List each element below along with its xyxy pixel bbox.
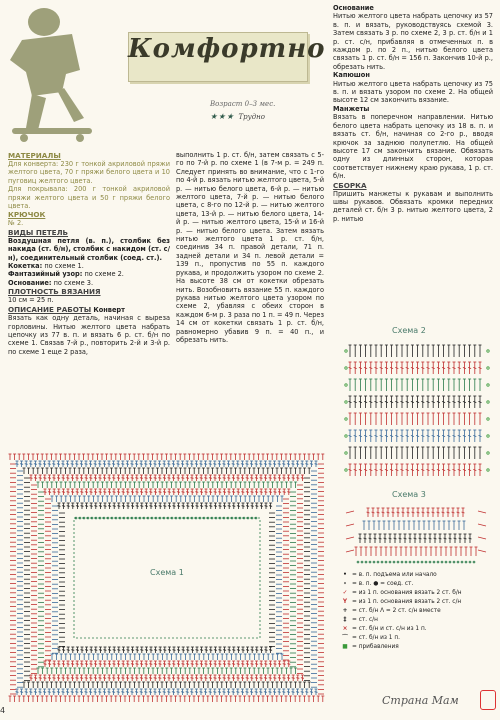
- fancy-label: Фантазийный узор:: [8, 270, 83, 279]
- legend-symbol: ‡: [343, 617, 347, 623]
- hood-text: Нитью желтого цвета набрать цепочку из 75 в. п. и вязать узором по схеме 2. На общей высоте 12 см закончить вязание.: [333, 79, 493, 105]
- legend-symbol: Y: [342, 599, 348, 605]
- text-column-1: [8, 151, 170, 356]
- materials-heading: МАТЕРИАЛЫ: [8, 151, 61, 160]
- work-text: Вязать как одну деталь, начиная с выреза горловины. Нитью желтого цвета набрать цепочку из 77 в. п. и вязать 6 р. ст. б/н по схеме 1. Связав 7-й р., повторить 2-й и 3-й р. по схеме 1 еще 2 раза,: [8, 314, 170, 356]
- symbol-legend: [338, 571, 492, 652]
- hook-heading: КРЮЧОК: [8, 210, 46, 220]
- density-value: 10 см = 25 п.: [8, 296, 54, 305]
- legend-text: = ст. с/н: [352, 617, 378, 623]
- legend-item: [338, 643, 492, 652]
- legend-symbol: ×: [342, 626, 348, 632]
- difficulty-stars: ★★★: [210, 112, 235, 121]
- assembly-heading: СБОРКА: [333, 180, 367, 190]
- yoke-line: [8, 262, 170, 270]
- schema-3-diagram: [340, 500, 492, 568]
- work-heading: ОПИСАНИЕ РАБОТЫ: [8, 304, 92, 314]
- work-heading-line: [8, 305, 170, 314]
- fancy-line: [8, 270, 170, 278]
- legend-item: [338, 598, 492, 607]
- legend-symbol: •: [343, 572, 347, 578]
- schema-2-diagram: [340, 334, 492, 484]
- legend-symbol: ⌒: [342, 635, 348, 641]
- watermark-icon: [480, 690, 496, 710]
- age-label: Возраст 0–3 мес.: [210, 100, 276, 108]
- legend-item: [338, 616, 492, 625]
- difficulty-label: Трудно: [238, 113, 265, 121]
- legend-item: [338, 580, 492, 589]
- legend-item: [338, 634, 492, 643]
- legend-text: = в. п. ● = соед. ст.: [352, 581, 414, 587]
- base-text: Нитью желтого цвета набрать цепочку из 57 в. п. и вязать, руководствуясь схемой 3. Затем связать 3 р. по схеме 2, 3 р. ст. б/н и 1 р. ст. с/н, прибавляя в отмеченных п. в каждом р. по 2 п., нитью белого цвета связать 1 р. ст. б/н = 156 п. Закончив 10-й р., обрезать нить.: [333, 12, 493, 71]
- boy-silhouette-logo: [2, 0, 112, 150]
- text-column-2: [176, 151, 324, 344]
- materials-blanket: Для покрывала: 200 г тонкой акриловой пряжи желтого цвета и 50 г пряжи белого цвета.: [8, 185, 170, 211]
- schema-1-label: Схема 1: [150, 568, 184, 577]
- legend-symbol: ■: [342, 644, 348, 650]
- legend-text: = ст. б/н из 1 п.: [352, 635, 400, 641]
- yoke-value: по схеме 1.: [44, 262, 84, 271]
- cuffs-heading: Манжеты: [333, 104, 370, 113]
- legend-symbol: +: [342, 608, 348, 614]
- work-text-continued: выполнить 1 р. ст. б/н, затем связать с 5-го по 7-й р. по схеме 1 (в 7-м р. = 249 п. Следует принять во внимание, что с 1-го по 4-й р. вязать нитью желтого цвета, 5-й р. — нитью белого цвета, 6-й р. — нитью желтого цвета, 7-й р. — нитью белого цвета, с 8-го по 12-й р. — нитью желтого цвета, 13-й р. — нитью белого цвета, 14-й р. — нитью желтого цвета, 15-й и 16-й р. — нитью белого цвета. Затем вязать нитью желтого цвета 1 р. ст. б/н, соединив 34 п. правой детали, 71 п. задней детали и 34 п. левой детали = 139 п., пропустив по 55 п. каждого рукава, и продолжить узором по схеме 2. На высоте 38 см от кокетки обрезать нить. Возобновить вязание 55 п. каждого рукава нитью желтого цвета узором по схеме 2, убавляя с обеих сторон в каждом 6-м р. 3 раза по 1 п. = 49 п. Через 14 см от кокетки связать 1 р. ст. б/н, равномерно убавив 9 п. = 40 п., и обрезать нить.: [176, 151, 325, 344]
- stitches-text: Воздушная петля (в. п.), столбик без накида (ст. б/н), столбик с накидом (ст. с/н), соединительный столбик (соед. ст.).: [8, 236, 170, 262]
- stitches-heading: ВИДЫ ПЕТЕЛЬ: [8, 227, 69, 237]
- schema-2-label: Схема 2: [392, 326, 426, 335]
- legend-item: [338, 571, 492, 580]
- materials-envelope: Для конверта: 230 г тонкой акриловой пряжи желтого цвета, 70 г пряжи белого цвета и 10 пуговиц желтого цвета.: [8, 160, 170, 185]
- base-value: по схеме 3.: [53, 278, 94, 287]
- legend-symbol: ✓: [342, 590, 348, 596]
- legend-item: [338, 589, 492, 598]
- base-heading: Основание: [333, 4, 374, 12]
- density-heading: ПЛОТНОСТЬ ВЯЗАНИЯ: [8, 287, 101, 297]
- fancy-value: по схеме 2.: [84, 270, 124, 279]
- base-label: Основание:: [8, 278, 52, 287]
- hood-heading: Капюшон: [333, 71, 370, 80]
- legend-text: = из 1 п. основания вязать 2 ст. с/н: [352, 599, 462, 605]
- work-subheading: Конверт: [93, 305, 125, 314]
- difficulty-row: [210, 112, 265, 121]
- schema-1-diagram: [6, 448, 328, 706]
- legend-text: = из 1 п. основания вязать 2 ст. б/н: [352, 590, 462, 596]
- legend-symbol: ∘: [343, 581, 347, 587]
- assembly-text: Пришить манжеты к рукавам и выполнить швы рукавов. Обвязать кромки передних деталей ст. б/н 3 р. нитью желтого цвета, 2 р. нитью: [333, 189, 493, 223]
- base-line: [8, 279, 170, 287]
- cuffs-text: Вязать в поперечном направлении. Нитью белого цвета набрать цепочку из 18 в. п. и вязать ст. б/н, начиная со 2-го р., вводя крючок за заднюю полупетлю. На общей высоте 17 см закончить вязание. Обвязать одну из длинных сторон, которая соответствует нижнему краю рукава, 1 р. ст. б/н.: [333, 113, 493, 181]
- watermark-text: Страна Мам: [382, 694, 459, 707]
- schema-3-label: Схема 3: [392, 490, 426, 499]
- legend-item: [338, 607, 492, 616]
- yoke-label: Кокетка:: [8, 262, 43, 271]
- page-number: 4: [0, 706, 6, 715]
- legend-text: = в. п. подъема или начало: [352, 572, 437, 578]
- text-column-3: [333, 4, 493, 223]
- legend-text: = ст. б/н Λ = 2 ст. с/н вместе: [352, 608, 441, 614]
- legend-text: = прибавления: [352, 644, 399, 650]
- page-title: Комфортно: [128, 34, 326, 64]
- legend-text: = ст. б/н и ст. с/н из 1 п.: [352, 626, 427, 632]
- legend-item: [338, 625, 492, 634]
- hook-size: № 2.: [8, 219, 24, 228]
